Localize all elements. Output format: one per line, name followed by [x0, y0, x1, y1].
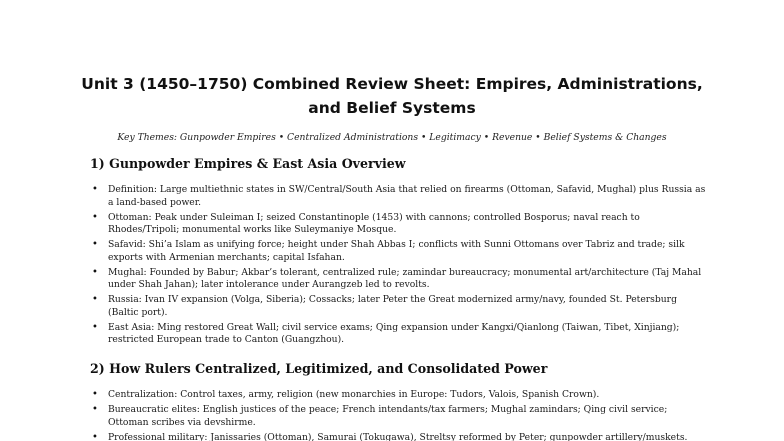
bullet-mughal: • Mughal: Founded by Babur; Akbar’s tolerant, centralized rule; zamindar bureaucracy; monumental art/architecture (Taj Mahal under Shah Jahan); later intolerance under Aurangzeb led to revolts.: [90, 267, 710, 292]
section-heading-gunpowder-empires: 1) Gunpowder Empires & East Asia Overview: [90, 156, 406, 171]
document-title: Unit 3 (1450–1750) Combined Review Sheet: Empires, Administrations, and Belief Systems: [81, 75, 703, 117]
bullet-centralization: • Centralization: Control taxes, army, religion (new monarchies in Europe: Tudors, Valois, Spanish Crown).: [90, 389, 710, 402]
section-2-bullet-list: [90, 389, 710, 441]
bullet-bureaucratic-elites: • Bureaucratic elites: English justices of the peace; French intendants/tax farmers; Mughal zamindars; Qing civil service; Ottoman scribes via devshirme.: [90, 404, 710, 429]
section-1-bullet-list: [90, 184, 710, 349]
bullet-professional-military: • Professional military: Janissaries (Ottoman), Samurai (Tokugawa), Streltsy reformed by Peter; gunpowder artillery/muskets.: [90, 432, 710, 441]
bullet-east-asia: • East Asia: Ming restored Great Wall; civil service exams; Qing expansion under Kangxi/Qianlong (Taiwan, Tibet, Xinjiang); restricted European trade to Canton (Guangzhou).: [90, 322, 710, 347]
key-themes-subtitle: Key Themes: Gunpowder Empires • Centralized Administrations • Legitimacy • Revenue • Belief Systems & Changes: [117, 132, 667, 143]
bullet-russia: • Russia: Ivan IV expansion (Volga, Siberia); Cossacks; later Peter the Great modernized army/navy, founded St. Petersburg (Baltic port).: [90, 294, 710, 319]
bullet-ottoman: • Ottoman: Peak under Suleiman I; seized Constantinople (1453) with cannons; controlled Bosporus; naval reach to Rhodes/Tripoli; monumental works like Suleymaniye Mosque.: [90, 212, 710, 237]
bullet-definition: • Definition: Large multiethnic states in SW/Central/South Asia that relied on firearms (Ottoman, Safavid, Mughal) plus Russia as a land-based power.: [90, 184, 710, 209]
bullet-safavid: • Safavid: Shi’a Islam as unifying force; height under Shah Abbas I; conflicts with Sunni Ottomans over Tabriz and trade; silk exports with Armenian merchants; capital Isfahan.: [90, 239, 710, 264]
section-heading-centralized-power: 2) How Rulers Centralized, Legitimized, and Consolidated Power: [90, 361, 548, 376]
